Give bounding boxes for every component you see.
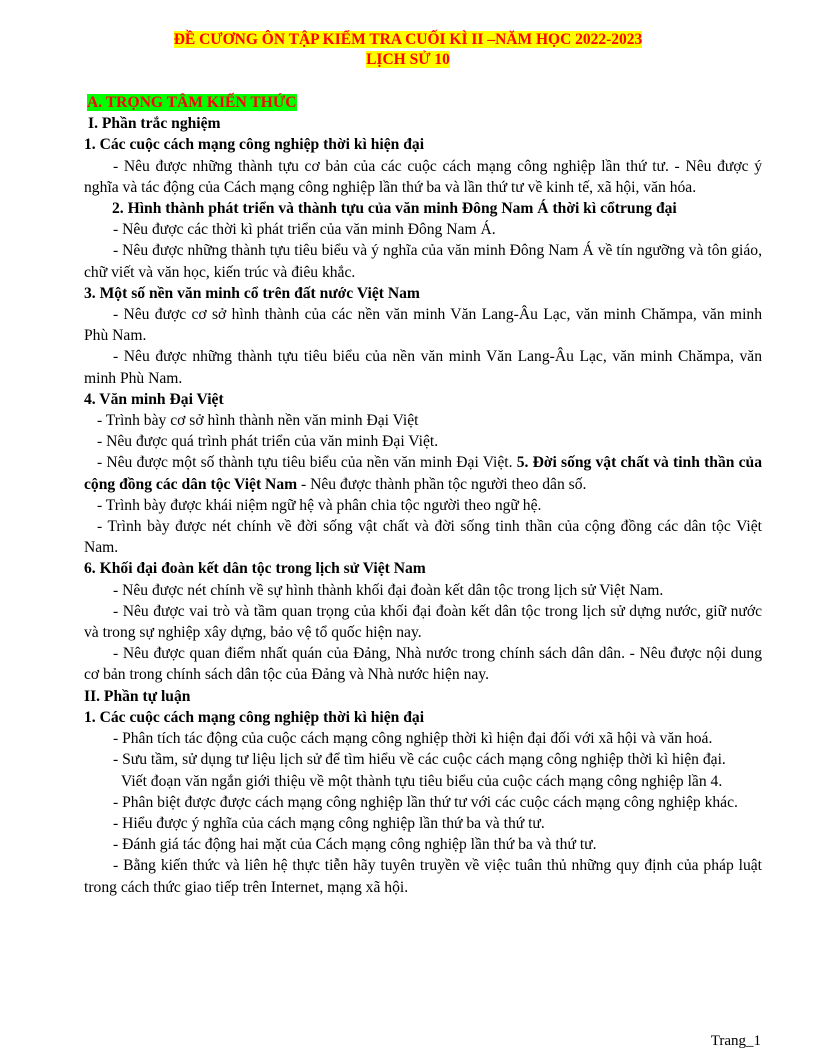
section-a-heading: A. TRỌNG TÂM KIẾN THỨC [87,94,297,111]
paragraph: - Sưu tầm, sử dụng tư liệu lịch sử để tìm hiểu về các cuộc cách mạng công nghiệp thời kì hiện đại. [113,751,726,769]
paragraph: - Trình bày được nét chính về đời sống vật chất và đời sống tinh thần của cộng đồng các dân tộc Việt Nam. [84,518,762,557]
part2-heading: II. Phần tự luận [84,687,191,705]
part1-topic3-heading: 3. Một số nền văn minh cổ trên đất nước Việt Nam [84,284,420,302]
paragraph: - Nêu được những thành tựu tiêu biểu và ý nghĩa của văn minh Đông Nam Á về tín ngưỡng và tôn giáo, chữ viết và văn học, kiến trúc và điêu khắc. [84,242,762,281]
paragraph: - Phân tích tác động của cuộc cách mạng công nghiệp thời kì hiện đại đối với xã hội và văn hoá. [113,730,713,748]
document-body [84,92,762,898]
paragraph: - Nêu được vai trò và tầm quan trọng của khối đại đoàn kết dân tộc trong lịch sử dựng nước, giữ nước và trong sự nghiệp xây dựng, bảo vệ tổ quốc hiện nay. [84,602,762,642]
part1-topic4-heading: 4. Văn minh Đại Việt [84,390,224,408]
paragraph: - Nêu được quan điểm nhất quán của Đảng, Nhà nước trong chính sách dân dân. - Nêu được nội dung cơ bản trong chính sách dân tộc của Đảng và Nhà nước hiện nay. [84,645,762,684]
part1-topic2-heading: 2. Hình thành phát triển và thành tựu của văn minh Đông Nam Á thời kì cổtrung đại [112,200,677,218]
part1-topic1-heading: 1. Các cuộc cách mạng công nghiệp thời kì hiện đại [84,136,425,154]
part1-heading: I. Phần trắc nghiệm [88,115,221,133]
paragraph: - Nêu được nét chính về sự hình thành khối đại đoàn kết dân tộc trong lịch sử Việt Nam. [113,581,664,599]
paragraph: - Nêu được cơ sở hình thành của các nền văn minh Văn Lang-Âu Lạc, văn minh Chămpa, văn minh Phù Nam. [84,306,762,345]
paragraph: Viết đoạn văn ngắn giới thiệu về một thành tựu tiêu biểu của cuộc cách mạng công nghiệp lần 4. [121,772,723,790]
subject-title: LỊCH SỬ 10 [366,51,450,68]
part1-topic6-heading: 6. Khối đại đoàn kết dân tộc trong lịch sử Việt Nam [84,560,426,578]
paragraph: - Nêu được các thời kì phát triển của văn minh Đông Nam Á. [113,221,496,239]
paragraph: - Trình bày được khái niệm ngữ hệ và phân chia tộc người theo ngữ hệ. [97,496,542,514]
paragraph: - Nêu được quá trình phát triển của văn minh Đại Việt. [97,433,439,451]
paragraph: - Hiểu được ý nghĩa của cách mạng công nghiệp lần thứ ba và thứ tư. [113,814,545,832]
part2-topic1-heading: 1. Các cuộc cách mạng công nghiệp thời kì hiện đại [84,708,425,726]
document-title: ĐỀ CƯƠNG ÔN TẬP KIỂM TRA CUỐI KÌ II –NĂM HỌC 2022-2023 [173,31,643,48]
paragraph: - Đánh giá tác động hai mặt của Cách mạng công nghiệp lần thứ ba và thứ tư. [113,836,597,854]
part1-topic5-heading: 5. Đời sống vật chất và tinh thần của cộng đồng các dân tộc Việt Nam [84,454,762,493]
paragraph: - Nêu được những thành tựu cơ bản của các cuộc cách mạng công nghiệp lần thứ tư. - Nêu được ý nghĩa và tác động của Cách mạng công nghiệp lần thứ ba và lần thứ tư về kinh tế, xã hội, văn hóa. [84,157,762,196]
paragraph: - Trình bày cơ sở hình thành nền văn minh Đại Việt [97,412,419,430]
paragraph-with-inline-heading: - Nêu được một số thành tựu tiêu biểu của nền văn minh Đại Việt. 5. Đời sống vật chất và tinh thần của cộng đồng các dân tộc Việt Nam - Nêu được thành phần tộc người theo dân số. [84,454,762,493]
paragraph: - Nêu được những thành tựu tiêu biểu của nền văn minh Văn Lang-Âu Lạc, văn minh Chămpa, văn minh Phù Nam. [84,348,762,387]
paragraph: - Bằng kiến thức và liên hệ thực tiễn hãy tuyên truyền về việc tuân thủ những quy định của pháp luật trong cách thức giao tiếp trên Internet, mạng xã hội. [84,857,762,896]
page-number: Trang_1 [710,1033,761,1049]
paragraph: - Phân biệt được được cách mạng công nghiệp lần thứ tư với các cuộc cách mạng công nghiệp khác. [113,793,738,811]
